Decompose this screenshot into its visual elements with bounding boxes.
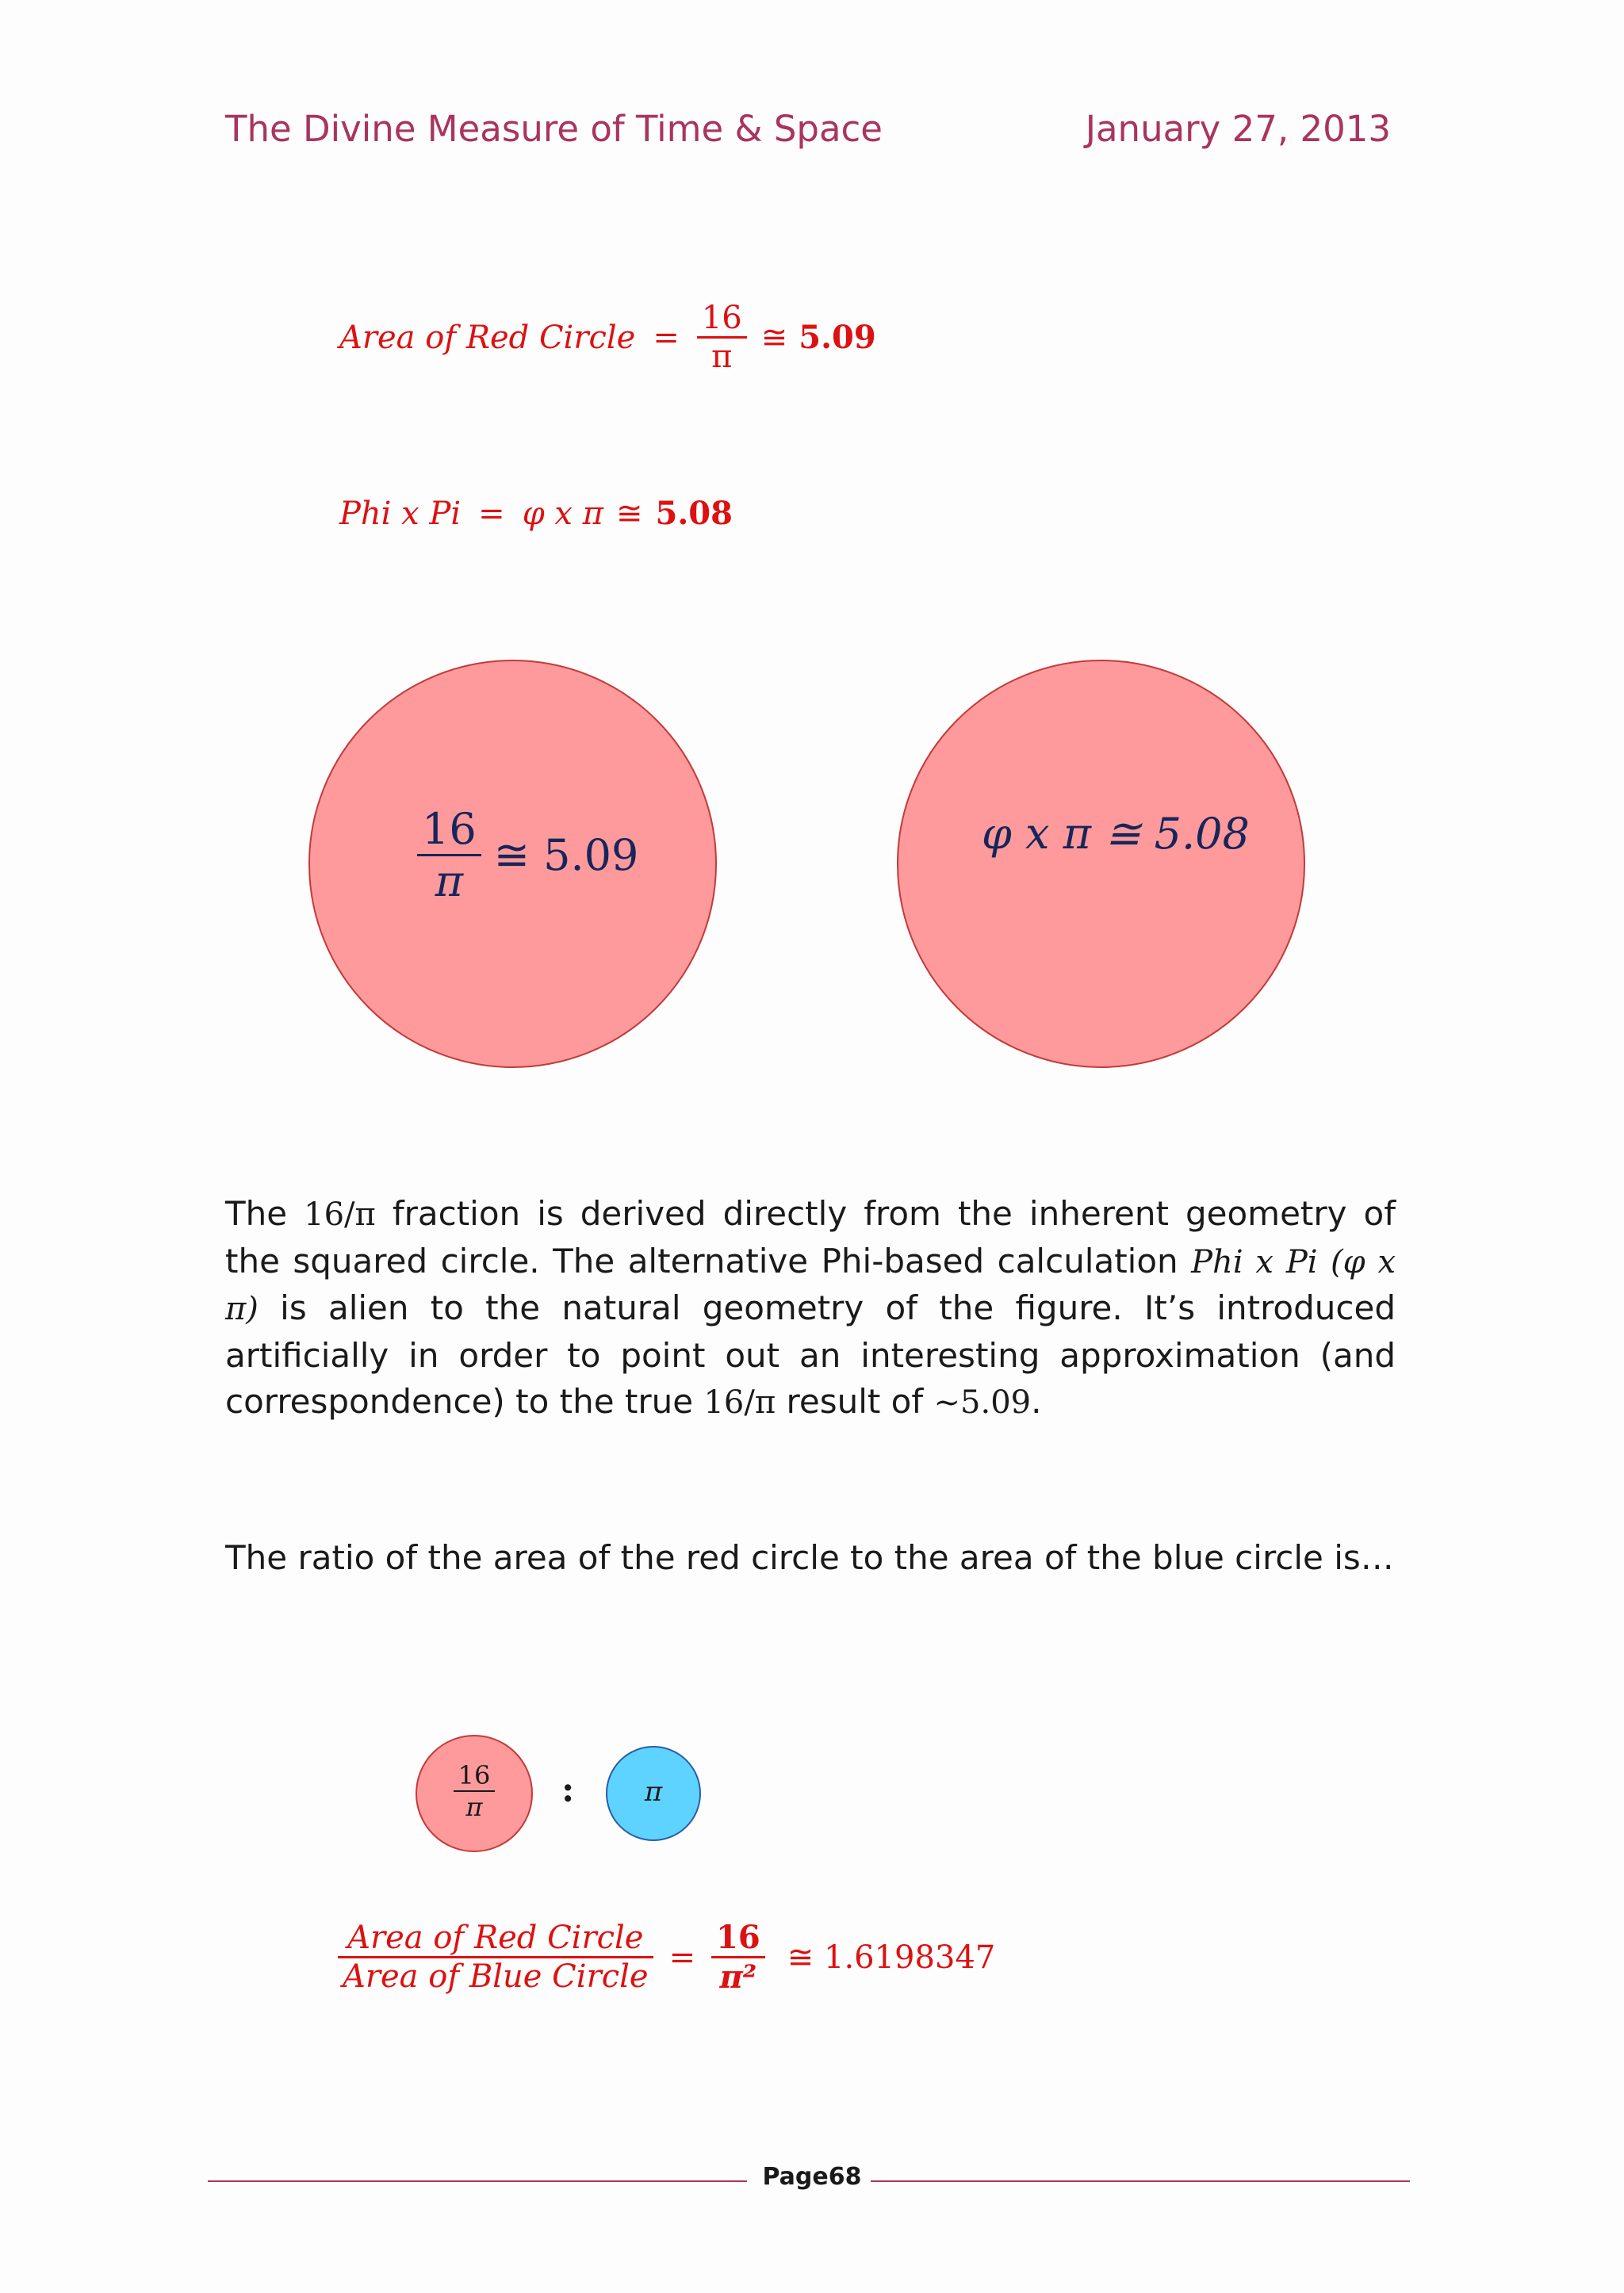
eq3-denominator: π² [719,1958,757,1996]
left-circle-value: ≅ 5.09 [493,830,639,880]
eq2-equals: = [478,495,505,532]
small-red-fraction [454,1760,496,1822]
para1-text-1: The [225,1194,304,1233]
para1-math-4: 16/π [703,1384,776,1421]
left-circle-label [417,804,638,906]
eq1-approx: ≅ [760,319,788,356]
eq1-denominator: π [711,339,733,375]
right-circle-label: φ x π ≅ 5.08 [982,809,1250,859]
eq3-value-fraction [711,1919,765,1996]
eq1-fraction [697,300,747,375]
para1-math-3: (φ x π) [225,1243,1396,1327]
small-red-circle-label [416,1760,533,1822]
para1-text-2: fraction is derived directly from the inherent geometry of the squared circle. The alternative Phi-based calculation [225,1194,1396,1280]
equation-area-ratio [338,1919,995,1996]
document-date: January 27, 2013 [1085,108,1391,150]
eq3-numerator-label: Area of Red Circle [347,1920,644,1956]
eq3-denominator-label: Area of Blue Circle [343,1958,649,1995]
para1-math-1: 16/π [304,1196,376,1233]
paragraph-ratio-intro: The ratio of the area of the red circle to the area of the blue circle is… [225,1538,1394,1577]
small-red-denominator: π [465,1792,483,1822]
para1-math-5: ~5.09 [933,1384,1032,1421]
paragraph-explanation [225,1191,1396,1426]
left-circle-fraction [417,804,481,906]
eq2-expression: φ x π [522,495,603,532]
left-circle-denominator: π [435,856,464,906]
small-blue-circle-label: π [644,1776,663,1808]
ratio-colon: : [561,1770,575,1810]
eq1-label: Area of Red Circle [339,319,636,356]
eq3-numerator: 16 [716,1919,760,1956]
eq3-equals: = [668,1939,696,1976]
para1-text-5: . [1031,1382,1042,1421]
equation-red-circle-area [339,300,876,375]
eq1-value: 5.09 [799,319,876,356]
para1-text-3: is alien to the natural geometry of the figure. It’s introduced artificially in order to point out an interesting approximation (and correspondence) to the true [225,1288,1396,1421]
equation-phi-pi [339,495,733,532]
eq3-approx-value: ≅ 1.6198347 [787,1939,996,1976]
page-number: Page68 [762,2163,862,2191]
eq1-numerator: 16 [701,300,742,336]
eq2-value: 5.08 [655,495,733,532]
eq3-label-fraction [338,1920,653,1995]
left-circle-numerator: 16 [422,804,477,854]
para1-math-2: Phi x Pi [1191,1243,1318,1280]
para1-text-4: result of [776,1382,934,1421]
eq2-approx: ≅ [615,495,643,532]
red-circle-right [897,660,1305,1068]
document-title: The Divine Measure of Time & Space [225,108,883,150]
eq1-equals: = [653,319,680,356]
small-red-numerator: 16 [458,1760,491,1790]
eq2-label: Phi x Pi [339,495,462,532]
